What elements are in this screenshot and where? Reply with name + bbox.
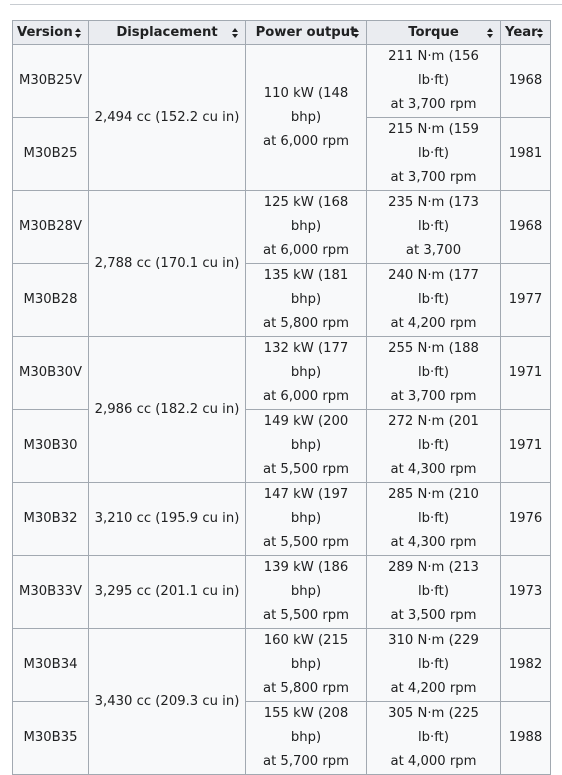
- torque-cell: [367, 556, 501, 629]
- torque-cell: [367, 629, 501, 702]
- torque-value: 211 N·m (156 lb·ft): [388, 49, 479, 88]
- torque-cell: [367, 337, 501, 410]
- power-cell: [246, 556, 367, 629]
- power-value: 149 kW (200 bhp): [263, 414, 349, 453]
- power-value: 147 kW (197 bhp): [263, 487, 349, 526]
- year-cell: 1976: [501, 483, 551, 556]
- power-cell: [246, 337, 367, 410]
- power-cell: [246, 483, 367, 556]
- version-cell: M30B34: [13, 629, 89, 702]
- power-rpm: at 5,500 rpm: [262, 608, 350, 623]
- displacement-cell: 3,295 cc (201.1 cu in): [89, 556, 246, 629]
- sort-icon[interactable]: [353, 28, 359, 38]
- column-header-label: Version: [17, 25, 73, 40]
- year-cell: 1973: [501, 556, 551, 629]
- power-cell: [246, 45, 367, 191]
- version-cell: M30B30V: [13, 337, 89, 410]
- torque-value: 305 N·m (225 lb·ft): [388, 706, 479, 745]
- version-cell: M30B30: [13, 410, 89, 483]
- power-value: 110 kW (148 bhp): [263, 85, 349, 125]
- version-cell: M30B25: [13, 118, 89, 191]
- year-cell: 1971: [501, 337, 551, 410]
- column-header-label: Power output: [255, 25, 357, 40]
- power-value: 135 kW (181 bhp): [263, 268, 349, 307]
- torque-rpm: at 4,000 rpm: [390, 754, 477, 769]
- power-cell: [246, 629, 367, 702]
- power-value: 160 kW (215 bhp): [263, 633, 349, 672]
- torque-value: 240 N·m (177 lb·ft): [388, 268, 479, 307]
- power-rpm: at 5,700 rpm: [262, 754, 350, 769]
- torque-value: 235 N·m (173 lb·ft): [388, 195, 479, 234]
- torque-rpm: at 4,300 rpm: [390, 462, 477, 477]
- torque-cell: [367, 191, 501, 264]
- column-header-label: Year: [505, 25, 538, 40]
- torque-value: 289 N·m (213 lb·ft): [388, 560, 479, 599]
- column-header-torque[interactable]: [367, 21, 501, 45]
- power-rpm: at 6,000 rpm: [262, 243, 350, 258]
- version-cell: M30B35: [13, 702, 89, 775]
- power-value: 125 kW (168 bhp): [263, 195, 349, 234]
- column-header-label: Torque: [408, 25, 459, 40]
- column-header-power-output[interactable]: [246, 21, 367, 45]
- version-cell: M30B28V: [13, 191, 89, 264]
- column-header-displacement[interactable]: [89, 21, 246, 45]
- torque-rpm: at 3,500 rpm: [390, 608, 477, 623]
- sort-icon[interactable]: [75, 28, 81, 38]
- torque-value: 285 N·m (210 lb·ft): [388, 487, 479, 526]
- column-header-label: Displacement: [116, 25, 218, 40]
- power-rpm: at 6,000 rpm: [262, 389, 350, 404]
- power-cell: [246, 410, 367, 483]
- displacement-cell: 3,430 cc (209.3 cu in): [89, 629, 246, 775]
- torque-cell: [367, 702, 501, 775]
- table-header-row: [13, 21, 551, 45]
- top-divider: [10, 4, 562, 5]
- power-value: 132 kW (177 bhp): [263, 341, 349, 380]
- torque-rpm: at 4,200 rpm: [390, 681, 477, 696]
- table-row: [13, 191, 551, 264]
- torque-rpm: at 4,200 rpm: [390, 316, 477, 331]
- power-rpm: at 6,000 rpm: [262, 133, 350, 149]
- year-cell: 1982: [501, 629, 551, 702]
- power-rpm: at 5,800 rpm: [262, 681, 350, 696]
- displacement-cell: 2,986 cc (182.2 cu in): [89, 337, 246, 483]
- torque-rpm: at 3,700: [405, 243, 462, 258]
- torque-value: 215 N·m (159 lb·ft): [388, 122, 479, 161]
- torque-cell: [367, 45, 501, 118]
- engine-specs-table: [12, 20, 551, 775]
- torque-rpm: at 4,300 rpm: [390, 535, 477, 550]
- year-cell: 1968: [501, 45, 551, 118]
- table-row: [13, 45, 551, 118]
- torque-value: 310 N·m (229 lb·ft): [388, 633, 479, 672]
- version-cell: M30B28: [13, 264, 89, 337]
- torque-cell: [367, 483, 501, 556]
- sort-icon[interactable]: [537, 28, 543, 38]
- torque-cell: [367, 118, 501, 191]
- year-cell: 1968: [501, 191, 551, 264]
- torque-rpm: at 3,700 rpm: [390, 97, 477, 112]
- sort-icon[interactable]: [487, 28, 493, 38]
- torque-value: 272 N·m (201 lb·ft): [388, 414, 479, 453]
- displacement-cell: 2,788 cc (170.1 cu in): [89, 191, 246, 337]
- column-header-version[interactable]: [13, 21, 89, 45]
- sort-icon[interactable]: [232, 28, 238, 38]
- version-cell: M30B32: [13, 483, 89, 556]
- year-cell: 1981: [501, 118, 551, 191]
- torque-cell: [367, 264, 501, 337]
- year-cell: 1971: [501, 410, 551, 483]
- power-cell: [246, 191, 367, 264]
- torque-rpm: at 3,700 rpm: [390, 389, 477, 404]
- torque-value: 255 N·m (188 lb·ft): [388, 341, 479, 380]
- torque-rpm: at 3,700 rpm: [390, 170, 477, 185]
- displacement-cell: 3,210 cc (195.9 cu in): [89, 483, 246, 556]
- power-rpm: at 5,500 rpm: [262, 462, 350, 477]
- column-header-year[interactable]: [501, 21, 551, 45]
- power-cell: [246, 264, 367, 337]
- power-cell: [246, 702, 367, 775]
- year-cell: 1988: [501, 702, 551, 775]
- power-rpm: at 5,500 rpm: [262, 535, 350, 550]
- power-rpm: at 5,800 rpm: [262, 316, 350, 331]
- table-row: [13, 629, 551, 702]
- version-cell: M30B25V: [13, 45, 89, 118]
- table-row: [13, 483, 551, 556]
- version-cell: M30B33V: [13, 556, 89, 629]
- power-value: 155 kW (208 bhp): [263, 706, 349, 745]
- torque-cell: [367, 410, 501, 483]
- table-row: [13, 556, 551, 629]
- displacement-cell: 2,494 cc (152.2 cu in): [89, 45, 246, 191]
- year-cell: 1977: [501, 264, 551, 337]
- table-row: [13, 337, 551, 410]
- power-value: 139 kW (186 bhp): [263, 560, 349, 599]
